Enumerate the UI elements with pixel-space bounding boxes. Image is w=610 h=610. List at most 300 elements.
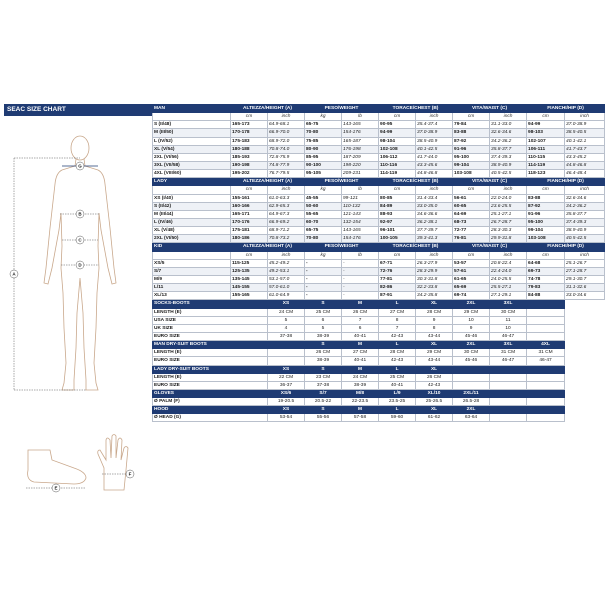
body-diagram — [4, 118, 152, 518]
man_drysuit_boots-header-row — [153, 341, 605, 349]
table-cell: 25.1-26.7 — [565, 259, 605, 267]
table-cell: 76.7-79.5 — [268, 170, 305, 178]
label-c-marker — [76, 236, 84, 244]
table-cell: 103-108 — [527, 235, 565, 243]
table-cell: 35.8-37.7 — [490, 145, 527, 153]
table-cell: 135-145 — [231, 275, 268, 283]
table-cell: 69-74 — [453, 292, 490, 300]
column-header: S — [305, 365, 342, 373]
hood-header-row — [153, 406, 605, 414]
table-cell: 198-220 — [342, 161, 379, 169]
column-header: S — [305, 300, 342, 308]
table-row — [153, 398, 605, 406]
table-cell: 36.2-38.1 — [416, 218, 453, 226]
table-cell: 19-20.5 — [268, 398, 305, 406]
table-cell: 42-43 — [379, 332, 416, 340]
column-header: 2XL/11 — [453, 389, 490, 397]
column-header — [490, 406, 527, 414]
table-cell: 91-96 — [453, 145, 490, 153]
table-cell: 22.4-24.0 — [490, 267, 527, 275]
table-row — [153, 202, 605, 210]
table-cell: 43.3-45.6 — [416, 161, 453, 169]
unit-cell — [153, 186, 231, 194]
table-cell: 72.8-75.9 — [268, 153, 305, 161]
table-cell: 99-104 — [527, 227, 565, 235]
table-cell: 42-43 — [379, 357, 416, 365]
table-cell: 83-88 — [453, 129, 490, 137]
table-row — [153, 259, 605, 267]
table-cell: 9 — [416, 316, 453, 324]
table-cell: 64-69 — [453, 210, 490, 218]
column-header: FIANCHI/HIP (D) — [527, 243, 605, 251]
size-label: XS (I/40) — [153, 194, 231, 202]
table-cell: 180-188 — [231, 145, 268, 153]
table-cell: 68-73 — [453, 218, 490, 226]
row-label: Ø PALM (F) — [153, 398, 268, 406]
column-header — [527, 389, 565, 397]
table-cell — [268, 357, 305, 365]
table-row — [153, 414, 605, 422]
size-label: XL/13 — [153, 292, 231, 300]
table-cell: 70-80 — [305, 235, 342, 243]
size-label: S (II/42) — [153, 202, 231, 210]
table-cell: 25-26.5 — [416, 398, 453, 406]
table-row — [153, 349, 605, 357]
svg-text:D: D — [78, 262, 82, 268]
column-header: M — [342, 365, 379, 373]
table-cell: 6 — [305, 316, 342, 324]
unit-cell — [153, 251, 231, 259]
unit-cell: cm — [453, 251, 490, 259]
table-cell: 65-69 — [453, 284, 490, 292]
table-cell: 70.8-73.2 — [268, 235, 305, 243]
table-cell: 37-38 — [268, 332, 305, 340]
table-cell: 33.0-34.6 — [565, 292, 605, 300]
table-row — [153, 137, 605, 145]
table-cell: 170-176 — [231, 218, 268, 226]
table-cell: - — [305, 284, 342, 292]
size-label: XL (V/54) — [153, 145, 231, 153]
unit-cell: cm — [527, 186, 565, 194]
table-cell: 145-155 — [231, 284, 268, 292]
table-cell: 26 CM — [416, 373, 453, 381]
lady-unit-row — [153, 186, 605, 194]
table-cell: 79-84 — [453, 121, 490, 129]
size-table — [152, 104, 605, 422]
table-cell — [268, 349, 305, 357]
column-header: XL — [416, 406, 453, 414]
column-header — [527, 365, 565, 373]
table-cell: 80-90 — [305, 145, 342, 153]
table-cell: 83-88 — [527, 194, 565, 202]
unit-cell: cm — [379, 251, 416, 259]
column-header: VITA/WAIST (C) — [453, 178, 527, 186]
table-cell: 22 CM — [268, 373, 305, 381]
table-cell: 28 CM — [379, 349, 416, 357]
table-cell: 74.8-77.9 — [268, 161, 305, 169]
unit-cell: lb — [342, 186, 379, 194]
table-cell: 165-171 — [231, 210, 268, 218]
table-cell: 90-95 — [379, 121, 416, 129]
unit-cell: inch — [565, 113, 605, 121]
table-cell: 40.5-42.5 — [565, 235, 605, 243]
column-header: VITA/WAIST (C) — [453, 243, 527, 251]
table-cell: 59-60 — [379, 414, 416, 422]
table-cell: 46-47 — [490, 357, 527, 365]
table-cell: 4 — [268, 324, 305, 332]
table-cell: 35.4-37.4 — [416, 121, 453, 129]
table-cell: 8 — [379, 316, 416, 324]
table-cell — [453, 381, 490, 389]
unit-cell: kg — [305, 186, 342, 194]
table-cell: 55-56 — [305, 414, 342, 422]
table-cell: 95-100 — [453, 153, 490, 161]
table-cell — [453, 373, 490, 381]
table-cell: 53.1-57.0 — [268, 275, 305, 283]
size-label: S (II/48) — [153, 121, 231, 129]
unit-cell: cm — [527, 113, 565, 121]
column-header: ALTEZZA/HEIGHT (A) — [231, 243, 305, 251]
table-cell: 43-44 — [416, 332, 453, 340]
label-e-marker — [52, 484, 60, 492]
table-cell: 34.2-36.2 — [490, 137, 527, 145]
table-cell: 114-119 — [527, 161, 565, 169]
table-cell: 37.4-39.3 — [565, 218, 605, 226]
label-d-marker — [76, 261, 84, 269]
table-cell: 38-39 — [342, 381, 379, 389]
size-label: XS/5 — [153, 259, 231, 267]
table-cell: 37.0-38.9 — [416, 129, 453, 137]
table-row — [153, 324, 605, 332]
unit-cell: inch — [565, 186, 605, 194]
table-cell: 70.8-74.0 — [268, 145, 305, 153]
table-cell: 23 CM — [305, 373, 342, 381]
table-cell — [527, 332, 565, 340]
unit-cell: cm — [231, 113, 268, 121]
table-cell: 98-104 — [379, 137, 416, 145]
column-header: S/7 — [305, 389, 342, 397]
socks_boots-header-row — [153, 300, 605, 308]
lady-header-row — [153, 178, 605, 186]
table-cell: 68.9-72.0 — [268, 137, 305, 145]
row-label: LENGTH (E) — [153, 373, 268, 381]
table-cell: - — [305, 267, 342, 275]
table-cell: 38-39 — [305, 332, 342, 340]
hand-outline-icon — [98, 435, 128, 491]
table-cell: 40.5-42.5 — [490, 170, 527, 178]
table-cell: 27 CM — [342, 349, 379, 357]
left-panel — [4, 104, 152, 516]
table-cell: 90-100 — [305, 161, 342, 169]
table-cell: 53-57 — [453, 259, 490, 267]
table-cell: 57-58 — [342, 414, 379, 422]
column-header: L — [379, 341, 416, 349]
section-title: SOCKS-BOOTS — [153, 300, 268, 308]
table-cell: 160-166 — [231, 202, 268, 210]
table-row — [153, 121, 605, 129]
svg-text:E: E — [54, 485, 58, 491]
table-cell: 106-111 — [527, 145, 565, 153]
column-header: 3XL — [490, 300, 527, 308]
unit-cell: inch — [416, 186, 453, 194]
table-cell: 38.5-40.9 — [416, 137, 453, 145]
table-cell: 91-96 — [527, 210, 565, 218]
table-row — [153, 275, 605, 283]
table-row — [153, 332, 605, 340]
table-cell: 94-99 — [379, 129, 416, 137]
section-title: HOOD — [153, 406, 268, 414]
table-cell: 72-76 — [379, 267, 416, 275]
column-header: 2XL — [453, 300, 490, 308]
row-label: EURO SIZE — [153, 357, 268, 365]
svg-text:C: C — [78, 237, 82, 243]
column-header: FIANCHI/HIP (D) — [527, 105, 605, 113]
table-cell: 155-161 — [231, 194, 268, 202]
table-cell: 26.3-27.9 — [416, 259, 453, 267]
unit-cell: lb — [342, 113, 379, 121]
label-b-marker — [76, 210, 84, 218]
table-cell: 34.2-36.2 — [565, 202, 605, 210]
table-cell: 28 CM — [416, 308, 453, 316]
table-row — [153, 292, 605, 300]
table-cell: 43-44 — [416, 357, 453, 365]
table-cell: 7 — [379, 324, 416, 332]
table-row — [153, 373, 605, 381]
table-cell: 75-85 — [305, 137, 342, 145]
table-cell: 39.3-41.3 — [416, 235, 453, 243]
chart-title: SEAC SIZE CHART — [4, 104, 152, 116]
table-cell: 67-71 — [379, 259, 416, 267]
table-cell: 29 CM — [416, 349, 453, 357]
table-cell: 84-88 — [527, 292, 565, 300]
table-row — [153, 153, 605, 161]
table-cell: 23.5-25 — [379, 398, 416, 406]
table-cell — [490, 414, 527, 422]
table-cell: 34.2-35.8 — [416, 292, 453, 300]
table-cell: 95-105 — [305, 170, 342, 178]
table-cell: 50-60 — [305, 202, 342, 210]
table-cell: 143-165 — [342, 227, 379, 235]
table-cell: 53-54 — [268, 414, 305, 422]
table-cell: 154-176 — [342, 129, 379, 137]
table-cell: 106-112 — [379, 153, 416, 161]
table-cell: 74-78 — [527, 275, 565, 283]
unit-cell: cm — [527, 251, 565, 259]
size-label: M (III/44) — [153, 210, 231, 218]
table-cell: - — [342, 275, 379, 283]
table-cell: 7 — [342, 316, 379, 324]
table-cell — [490, 398, 527, 406]
table-cell: 56-61 — [453, 194, 490, 202]
table-cell: 38.5-40.5 — [565, 129, 605, 137]
table-cell: 92-97 — [379, 218, 416, 226]
table-cell: 29.1-30.7 — [565, 275, 605, 283]
table-cell: 44.8-46.8 — [565, 161, 605, 169]
table-cell — [527, 316, 565, 324]
table-cell: 40-41 — [379, 381, 416, 389]
table-cell: 37.4-39.3 — [490, 153, 527, 161]
unit-cell: inch — [268, 186, 305, 194]
svg-text:F: F — [128, 471, 132, 477]
table-cell: 87-91 — [379, 292, 416, 300]
column-header: ALTEZZA/HEIGHT (A) — [231, 105, 305, 113]
table-cell: 20.5-22 — [305, 398, 342, 406]
size-label: L (IV/52) — [153, 137, 231, 145]
table-cell: 46-47 — [527, 357, 565, 365]
row-label: UK SIZE — [153, 324, 268, 332]
table-cell: 30 CM — [453, 349, 490, 357]
column-header: L/9 — [379, 389, 416, 397]
column-header: TORACE/CHEST (B) — [379, 105, 453, 113]
table-cell: 96-101 — [379, 227, 416, 235]
unit-cell: cm — [453, 113, 490, 121]
table-cell: 190-198 — [231, 161, 268, 169]
table-cell: - — [342, 292, 379, 300]
table-row — [153, 284, 605, 292]
column-header: TORACE/CHEST (B) — [379, 243, 453, 251]
table-cell: 154-176 — [342, 235, 379, 243]
unit-cell: cm — [379, 186, 416, 194]
table-cell: 23.6-25.5 — [490, 202, 527, 210]
unit-cell: cm — [231, 186, 268, 194]
table-cell: 125-135 — [231, 267, 268, 275]
table-cell: 31 CM — [490, 349, 527, 357]
table-cell: 27.1-29.1 — [490, 292, 527, 300]
table-cell: 165-187 — [342, 137, 379, 145]
unit-cell: cm — [231, 251, 268, 259]
table-cell: 79-83 — [527, 284, 565, 292]
man-header-row — [153, 105, 605, 113]
table-row — [153, 170, 605, 178]
table-cell: 24 CM — [268, 308, 305, 316]
column-header: FIANCHI/HIP (D) — [527, 178, 605, 186]
table-row — [153, 210, 605, 218]
column-header — [490, 389, 527, 397]
column-header: M — [342, 341, 379, 349]
table-row — [153, 227, 605, 235]
kid-header-row — [153, 243, 605, 251]
size-label: XL (V/48) — [153, 227, 231, 235]
lady_drysuit_boots-header-row — [153, 365, 605, 373]
unit-cell: kg — [305, 251, 342, 259]
table-cell: 35.8-37.7 — [565, 210, 605, 218]
table-cell: - — [342, 284, 379, 292]
table-cell: 88-93 — [379, 210, 416, 218]
table-cell: 110-116 — [379, 161, 416, 169]
table-cell: 40.1-42.1 — [565, 137, 605, 145]
table-cell: 26.7-28.7 — [490, 218, 527, 226]
table-cell: 27 CM — [379, 308, 416, 316]
table-cell: 65-75 — [305, 227, 342, 235]
table-cell — [527, 381, 565, 389]
section-title: MAN — [153, 105, 231, 113]
size-label: 2XL (VI/56) — [153, 153, 231, 161]
size-label: 2XL (VI/50) — [153, 235, 231, 243]
column-header: PESO/WEIGHT — [305, 105, 379, 113]
table-cell: 40.1-42.5 — [416, 145, 453, 153]
unit-cell: inch — [416, 251, 453, 259]
column-header: VITA/WAIST (C) — [453, 105, 527, 113]
table-cell: 36-37 — [268, 381, 305, 389]
table-cell: 10 — [490, 324, 527, 332]
column-header: S — [305, 406, 342, 414]
table-cell: 115-125 — [231, 259, 268, 267]
table-cell: 61-65 — [453, 275, 490, 283]
column-header: L — [379, 300, 416, 308]
table-cell: 41.7-43.7 — [565, 145, 605, 153]
table-cell: 77-81 — [379, 275, 416, 283]
table-cell: 43.3-45.2 — [565, 153, 605, 161]
table-cell: 64.9-67.3 — [268, 210, 305, 218]
unit-cell: cm — [379, 113, 416, 121]
table-cell: 65-75 — [305, 121, 342, 129]
table-cell: 41.7-44.0 — [416, 153, 453, 161]
table-cell: 24 CM — [342, 373, 379, 381]
table-cell: - — [342, 267, 379, 275]
table-cell: 9 — [453, 324, 490, 332]
table-cell: 180-186 — [231, 235, 268, 243]
table-cell: 45-46 — [453, 332, 490, 340]
unit-cell — [153, 113, 231, 121]
table-cell: 175-181 — [231, 227, 268, 235]
table-cell: 40-41 — [342, 357, 379, 365]
table-row — [153, 308, 605, 316]
column-header: 4XL — [527, 341, 565, 349]
table-row — [153, 161, 605, 169]
svg-text:G: G — [78, 163, 82, 169]
table-cell: 5 — [305, 324, 342, 332]
unit-cell: inch — [490, 113, 527, 121]
table-cell: 114-119 — [379, 170, 416, 178]
section-title: LADY DRY-SUIT BOOTS — [153, 365, 268, 373]
table-cell: 103-108 — [453, 170, 490, 178]
column-header: L — [379, 365, 416, 373]
table-cell: 60-65 — [453, 202, 490, 210]
column-header: L — [379, 406, 416, 414]
table-cell: 95-100 — [527, 218, 565, 226]
table-cell: 27.1-28.7 — [565, 267, 605, 275]
table-cell: 165-173 — [231, 121, 268, 129]
table-cell — [527, 414, 565, 422]
table-cell: 176-198 — [342, 145, 379, 153]
table-cell: 30.3-31.8 — [416, 275, 453, 283]
unit-cell: inch — [490, 251, 527, 259]
table-cell: 87-92 — [527, 202, 565, 210]
table-cell: 31.4-33.4 — [416, 194, 453, 202]
table-cell: 118-123 — [527, 170, 565, 178]
table-cell: 110-132 — [342, 202, 379, 210]
table-cell: 85-95 — [305, 153, 342, 161]
table-row — [153, 381, 605, 389]
unit-cell: inch — [268, 251, 305, 259]
table-cell: 38.9-40.9 — [490, 161, 527, 169]
unit-cell: inch — [268, 113, 305, 121]
table-cell: 68.9-71.2 — [268, 227, 305, 235]
column-header: XL — [416, 300, 453, 308]
table-cell: 37.0-38.9 — [565, 121, 605, 129]
row-label: USA SIZE — [153, 316, 268, 324]
table-cell — [527, 308, 565, 316]
column-header: XL — [416, 365, 453, 373]
table-row — [153, 218, 605, 226]
column-header: 2XL — [453, 341, 490, 349]
table-cell: 132-154 — [342, 218, 379, 226]
unit-cell: inch — [565, 251, 605, 259]
table-cell: 5 — [268, 316, 305, 324]
column-header: M/8 — [342, 389, 379, 397]
table-cell: 26 CM — [305, 349, 342, 357]
row-label: LENGTH (E) — [153, 349, 268, 357]
